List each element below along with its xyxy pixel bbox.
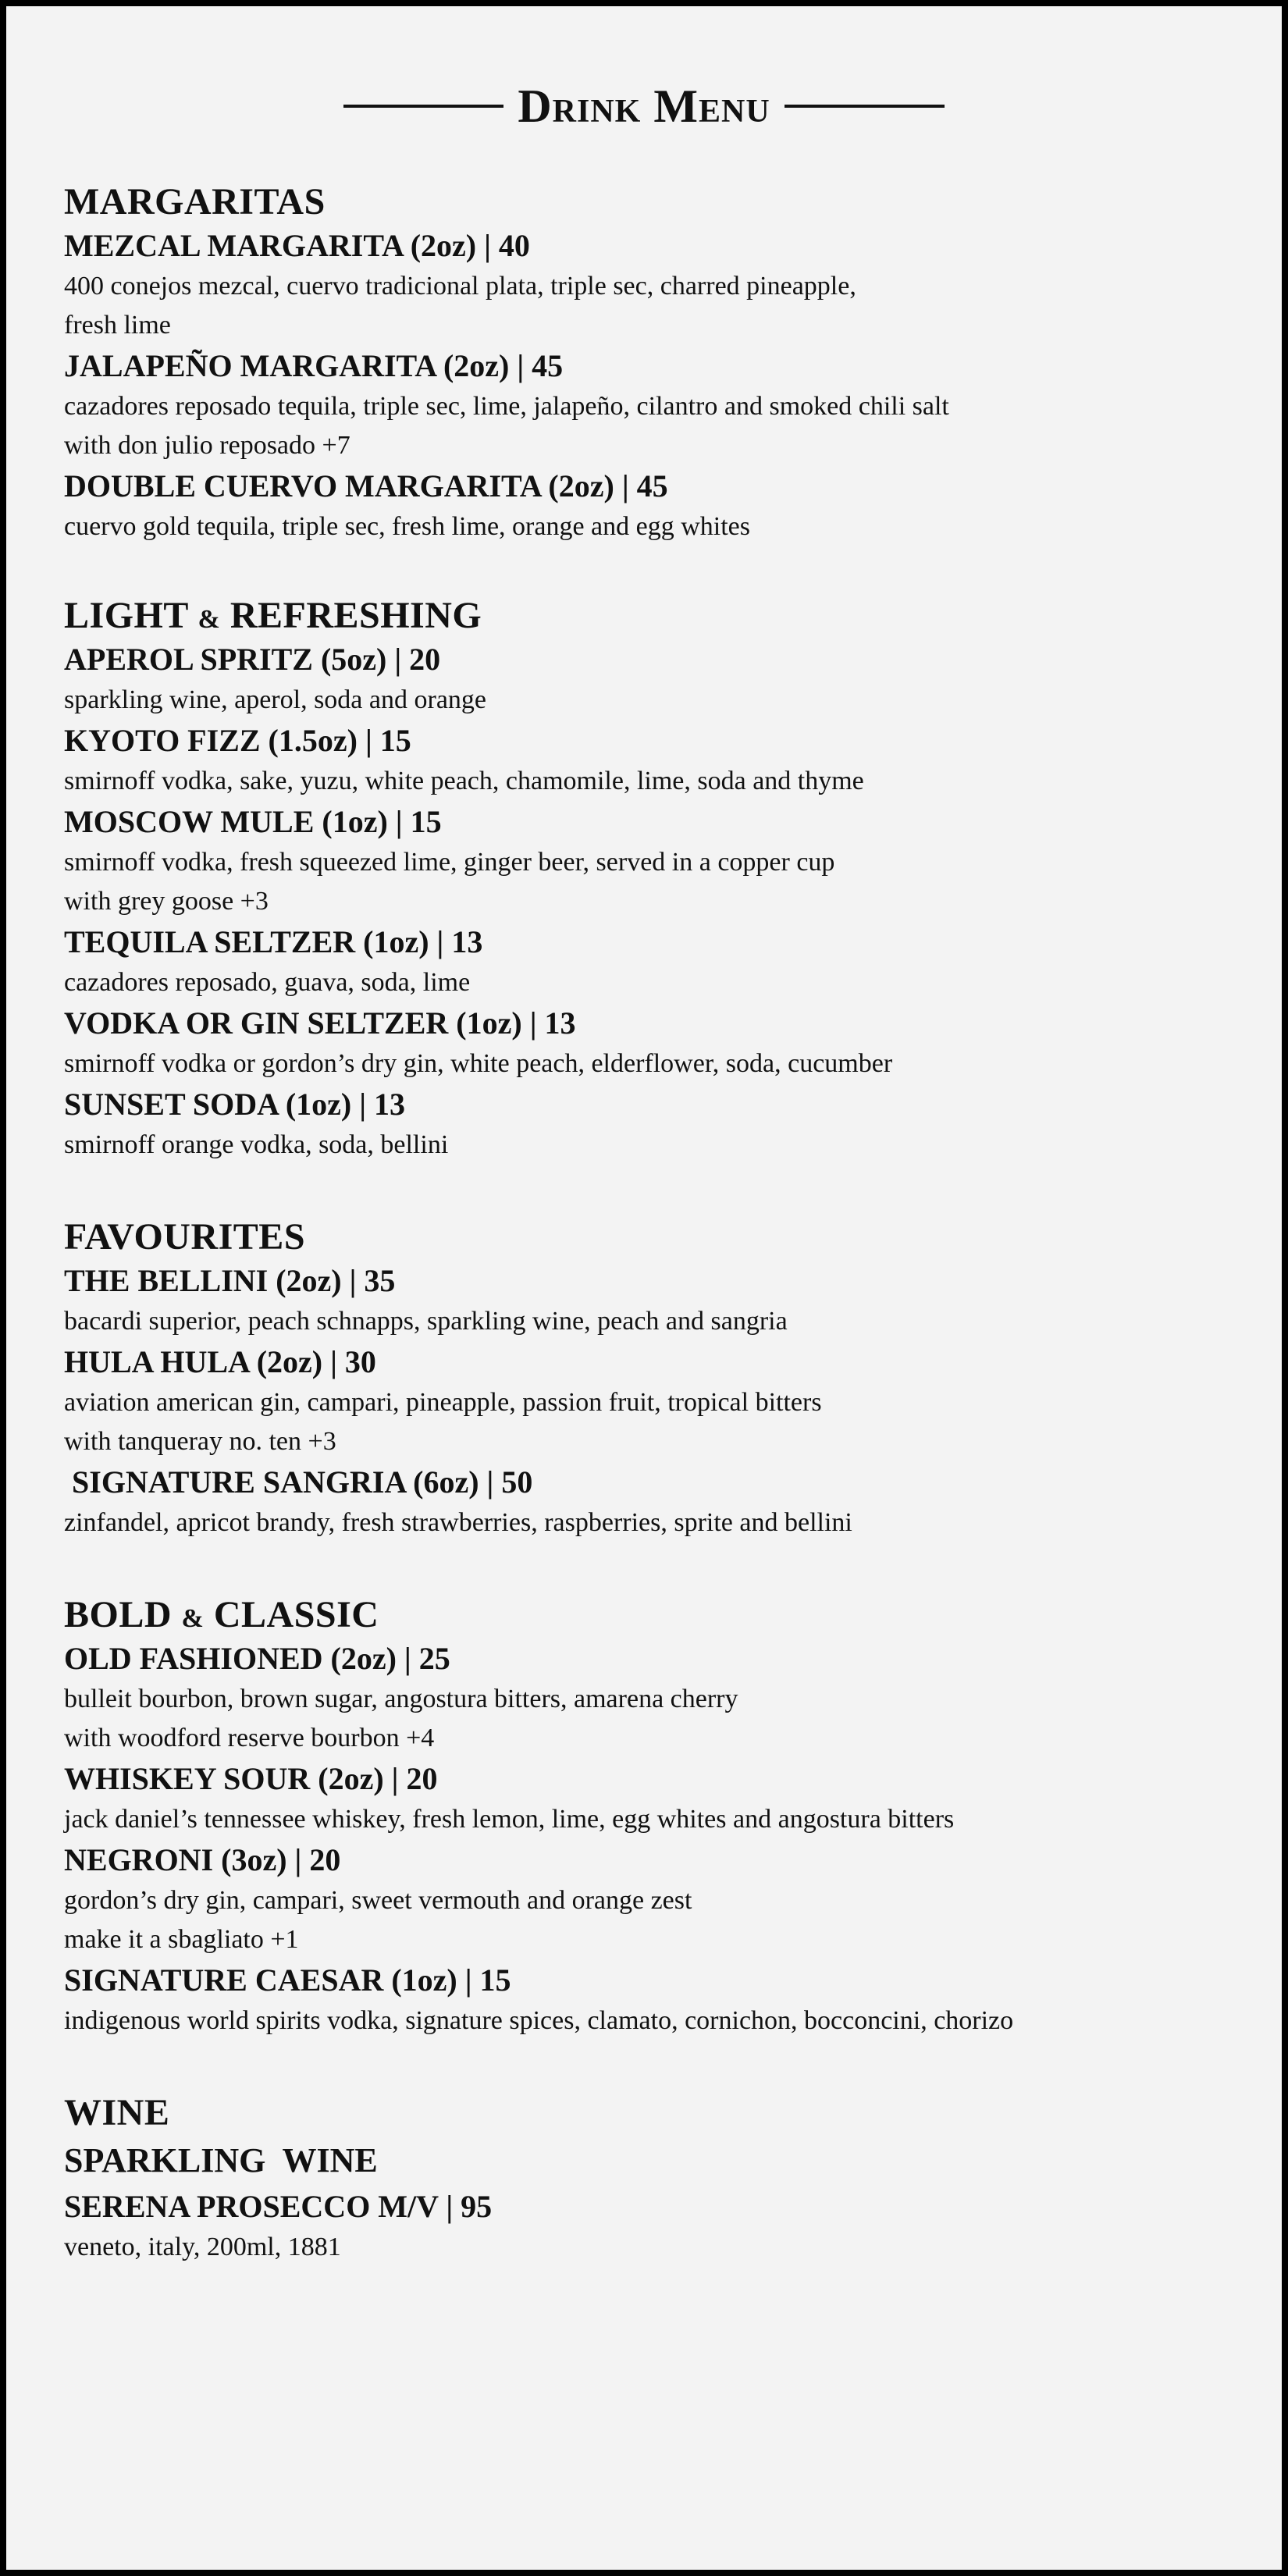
section-favourites	[64, 1215, 1224, 1542]
item-name: TEQUILA SELTZER (1oz) | 13	[64, 924, 483, 959]
item-name: THE BELLINI (2oz) | 35	[64, 1263, 396, 1298]
menu-item	[64, 639, 1224, 720]
item-description: veneto, italy, 200ml, 1881	[64, 2233, 341, 2261]
section-title: WINE	[64, 2092, 170, 2133]
menu-item	[64, 2186, 1224, 2267]
menu-item	[64, 1638, 1224, 1758]
menu-item	[64, 921, 1224, 1002]
item-name: HULA HULA (2oz) | 30	[64, 1344, 376, 1379]
item-name: SERENA PROSECCO M/V | 95	[64, 2189, 493, 2224]
item-name: NEGRONI (3oz) | 20	[64, 1842, 341, 1877]
section-title-ampersand: &	[181, 1604, 205, 1633]
item-description: smirnoff vodka, sake, yuzu, white peach, chamomile, lime, soda and thyme	[64, 767, 864, 795]
item-description: smirnoff orange vodka, soda, bellini	[64, 1130, 449, 1159]
item-description: cazadores reposado, guava, soda, lime	[64, 968, 471, 997]
menu-item	[64, 1002, 1224, 1083]
item-description: cazadores reposado tequila, triple sec, lime, jalapeño, cilantro and smoked chili salt with don julio reposado +7	[64, 392, 949, 460]
menu-item	[64, 345, 1224, 465]
item-name: OLD FASHIONED (2oz) | 25	[64, 1641, 450, 1676]
section-title	[64, 1592, 1224, 1638]
item-name: APEROL SPRITZ (5oz) | 20	[64, 642, 441, 677]
item-name: JALAPEÑO MARGARITA (2oz) | 45	[64, 348, 564, 383]
item-name: KYOTO FIZZ (1.5oz) | 15	[64, 723, 411, 758]
item-description: jack daniel’s tennessee whiskey, fresh lemon, lime, egg whites and angostura bitters	[64, 1805, 955, 1834]
item-name: VODKA OR GIN SELTZER (1oz) | 13	[64, 1005, 576, 1041]
item-name: SIGNATURE SANGRIA (6oz) | 50	[64, 1464, 533, 1500]
item-description: smirnoff vodka or gordon’s dry gin, white peach, elderflower, soda, cucumber	[64, 1049, 893, 1078]
section-margaritas	[64, 180, 1224, 546]
section-title-part: BOLD	[64, 1594, 182, 1635]
item-description: bacardi superior, peach schnapps, sparkling wine, peach and sangria	[64, 1307, 788, 1336]
menu-item	[64, 1341, 1224, 1461]
section-title-ampersand: &	[197, 605, 221, 634]
section-light-refreshing	[64, 593, 1224, 1165]
menu-title: Drink Menu	[518, 80, 770, 132]
item-description: bulleit bourbon, brown sugar, angostura bitters, amarena cherry with woodford reserve bourbon +4	[64, 1685, 738, 1752]
item-name: DOUBLE CUERVO MARGARITA (2oz) | 45	[64, 468, 668, 503]
item-name: SUNSET SODA (1oz) | 13	[64, 1087, 406, 1122]
item-name: SIGNATURE CAESAR (1oz) | 15	[64, 1962, 511, 1998]
section-title-part: LIGHT	[64, 595, 198, 636]
section-title: MARGARITAS	[64, 181, 326, 222]
section-bold-classic	[64, 1592, 1224, 2041]
menu-item	[64, 1959, 1224, 2041]
item-description: sparkling wine, aperol, soda and orange	[64, 685, 486, 714]
menu-item	[64, 720, 1224, 801]
section-wine	[64, 2090, 1224, 2267]
menu-item	[64, 465, 1224, 546]
item-name: MOSCOW MULE (1oz) | 15	[64, 804, 442, 839]
menu-item	[64, 1758, 1224, 1839]
section-title-part: REFRESHING	[220, 595, 482, 636]
section-title: FAVOURITES	[64, 1216, 306, 1258]
menu-item	[64, 1260, 1224, 1341]
item-description: zinfandel, apricot brandy, fresh strawberries, raspberries, sprite and bellini	[64, 1508, 852, 1537]
section-title-part: CLASSIC	[204, 1594, 379, 1635]
menu-item	[64, 1083, 1224, 1165]
section-title	[64, 593, 1224, 639]
menu-item	[64, 801, 1224, 921]
header-rule-left	[343, 105, 503, 108]
subsection-title: SPARKLING WINE	[64, 2141, 378, 2179]
menu-header	[64, 75, 1224, 137]
item-description: indigenous world spirits vodka, signature spices, clamato, cornichon, bocconcini, chorizo	[64, 2006, 1014, 2035]
item-description: aviation american gin, campari, pineapple, passion fruit, tropical bitters with tanqueray no. ten +3	[64, 1388, 822, 1456]
menu-item	[64, 1461, 1224, 1542]
menu-item	[64, 225, 1224, 345]
item-description: cuervo gold tequila, triple sec, fresh lime, orange and egg whites	[64, 512, 750, 541]
item-name: MEZCAL MARGARITA (2oz) | 40	[64, 228, 530, 263]
header-rule-right	[785, 105, 945, 108]
item-description: gordon’s dry gin, campari, sweet vermouth and orange zest make it a sbagliato +1	[64, 1886, 692, 1954]
menu-item	[64, 1839, 1224, 1959]
item-name: WHISKEY SOUR (2oz) | 20	[64, 1761, 438, 1796]
item-description: 400 conejos mezcal, cuervo tradicional plata, triple sec, charred pineapple, fresh lime	[64, 272, 856, 340]
item-description: smirnoff vodka, fresh squeezed lime, ginger beer, served in a copper cup with grey goose +3	[64, 848, 835, 916]
